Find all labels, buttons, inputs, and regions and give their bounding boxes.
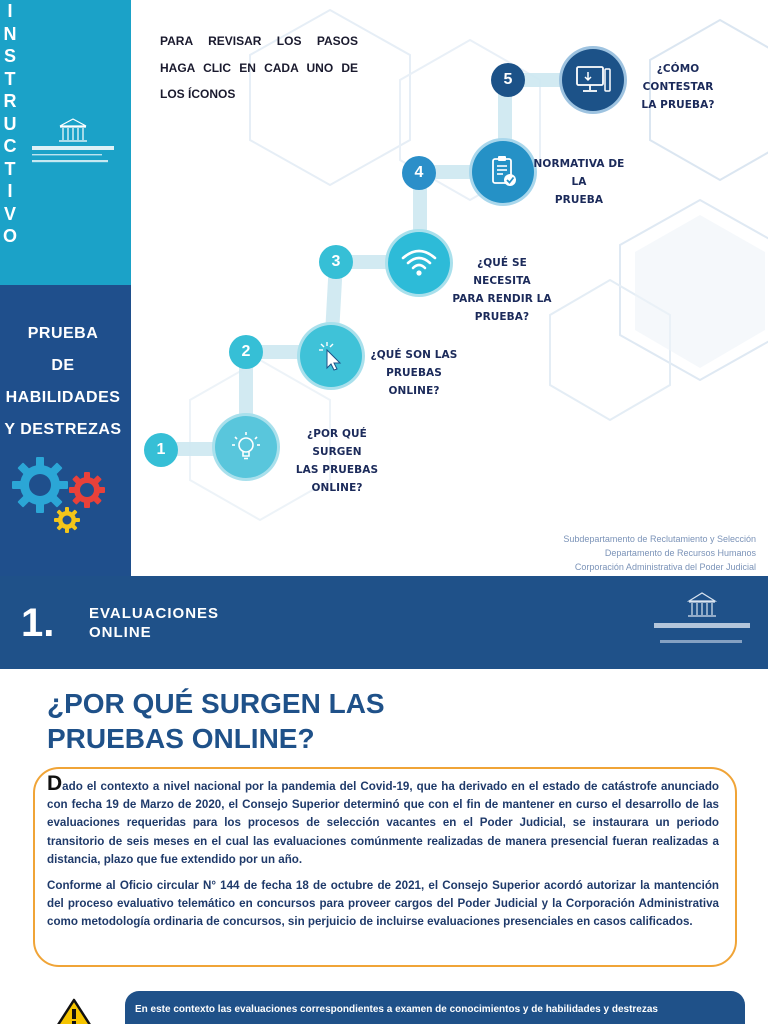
step-label-line: ¿QUÉ SE NECESITA (473, 257, 531, 287)
explanation-box (33, 767, 737, 967)
step-label-line: PARA RENDIR LA (452, 293, 552, 305)
clipboard-check-icon (486, 154, 520, 190)
step-3-label[interactable] (452, 254, 552, 326)
step-2-number[interactable]: 2 (229, 335, 263, 369)
instructivo-letter: I (7, 181, 13, 201)
context-note-text: En este contexto las evaluaciones correspondientes a examen de conocimientos y de habilidades y destrezas (135, 1004, 658, 1015)
step-label-line: PRUEBAS ONLINE? (386, 367, 442, 397)
step-4-button[interactable] (472, 141, 534, 203)
step-2-label[interactable] (362, 346, 466, 400)
prueba-title-line: DE (51, 357, 75, 374)
warning-icon (54, 998, 94, 1024)
section-number: 1. (21, 601, 55, 645)
step-label-line: ¿QUÉ SON LAS (370, 349, 458, 361)
credit-line: Departamento de Recursos Humanos (604, 548, 756, 558)
body-paragraph-2: Conforme al Oficio circular N° 144 de fecha 18 de octubre de 2021, el Consejo Superior acordó autorizar la mantención del proceso evaluativo telemático en concursos para proveer cargos del Poder Judicial y la Corporación Administrativa como metodología ordinaria de concursos, sin perjuicio de incluirse evaluaciones presenciales en casos calificados. (47, 879, 719, 929)
section-title (89, 604, 219, 642)
instructivo-letter: C (3, 136, 17, 156)
step-5-number[interactable]: 5 (491, 63, 525, 97)
step-label-line: NORMATIVA DE LA (533, 158, 625, 188)
wifi-icon (399, 246, 439, 280)
step-2-button[interactable] (300, 325, 362, 387)
prueba-title-line: Y DESTREZAS (4, 421, 122, 438)
dropcap: D (47, 772, 63, 795)
intro-line: PARA REVISAR LOS PASOS (160, 34, 358, 48)
computer-icon (573, 63, 613, 97)
credit-line: Subdepartamento de Reclutamiento y Selección (563, 534, 756, 544)
instructivo-letter: V (3, 203, 16, 224)
instructivo-letter: U (3, 113, 17, 134)
step-label-line: PRUEBA? (474, 311, 530, 323)
intro-line: HAGA CLIC EN CADA UNO DE (160, 60, 358, 75)
prueba-title-line: PRUEBA (27, 325, 99, 342)
credit-line: Corporación Administrativa del Poder Judicial (574, 562, 756, 572)
step-1-button[interactable] (215, 416, 277, 478)
instructivo-letter: R (3, 91, 17, 111)
step-label-line: LAS PRUEBAS (295, 464, 379, 476)
step-label-line: ¿CÓMO CONTESTAR (642, 63, 714, 93)
step-label-line: PRUEBA (554, 194, 604, 206)
step-4-label[interactable] (529, 155, 629, 209)
section-title-line: EVALUACIONES (89, 605, 220, 622)
step-5-label[interactable] (626, 60, 730, 114)
instructivo-letter: O (2, 226, 17, 246)
step-label-line: ONLINE? (311, 482, 363, 494)
paragraph-1-text: ado el contexto a nivel nacional por la pandemia del Covid-19, que ha derivado en el estado de catástrofe anunciado con fecha 19 de Marzo de 2020, el Consejo Superior determinó que con el fin de mantener en curso el desarrollo de las evaluaciones requeridas para los procesos de selección vacantes en el Poder Judicial, se instaurara un periodo transitorio de seis meses en el cual las evaluaciones comúnmente realizadas de manera presencial fueran realizadas a distancia, plazo que fue extendido por un año. (47, 780, 719, 866)
step-5-button[interactable] (562, 49, 624, 111)
heading-line: ¿POR QUÉ SURGEN LAS (47, 688, 385, 719)
body-paragraph-1 (47, 772, 719, 869)
section-title-line: ONLINE (89, 624, 152, 641)
step-3-button[interactable] (388, 232, 450, 294)
heading-line: PRUEBAS ONLINE? (47, 723, 315, 754)
step-3-number[interactable]: 3 (319, 245, 353, 279)
cursor-click-icon (314, 339, 348, 373)
poder-judicial-logo (652, 590, 752, 652)
lightbulb-icon (229, 430, 263, 464)
instructivo-letter: I (7, 1, 13, 21)
step-1-label[interactable] (281, 425, 393, 497)
instructivo-letter: T (4, 68, 16, 89)
prueba-title-line: HABILIDADES (5, 389, 121, 406)
step-label-line: ¿POR QUÉ SURGEN (307, 428, 367, 458)
department-credits (563, 532, 756, 574)
context-note (125, 991, 745, 1024)
page-heading (47, 686, 547, 756)
intro-line: LOS ÍCONOS (160, 87, 236, 101)
step-label-line: LA PRUEBA? (641, 99, 715, 111)
instructivo-letter: T (4, 158, 16, 179)
instructivo-letter: N (3, 23, 17, 44)
step-1-number[interactable]: 1 (144, 433, 178, 467)
instructivo-letter: S (3, 46, 16, 66)
step-4-number[interactable]: 4 (402, 156, 436, 190)
